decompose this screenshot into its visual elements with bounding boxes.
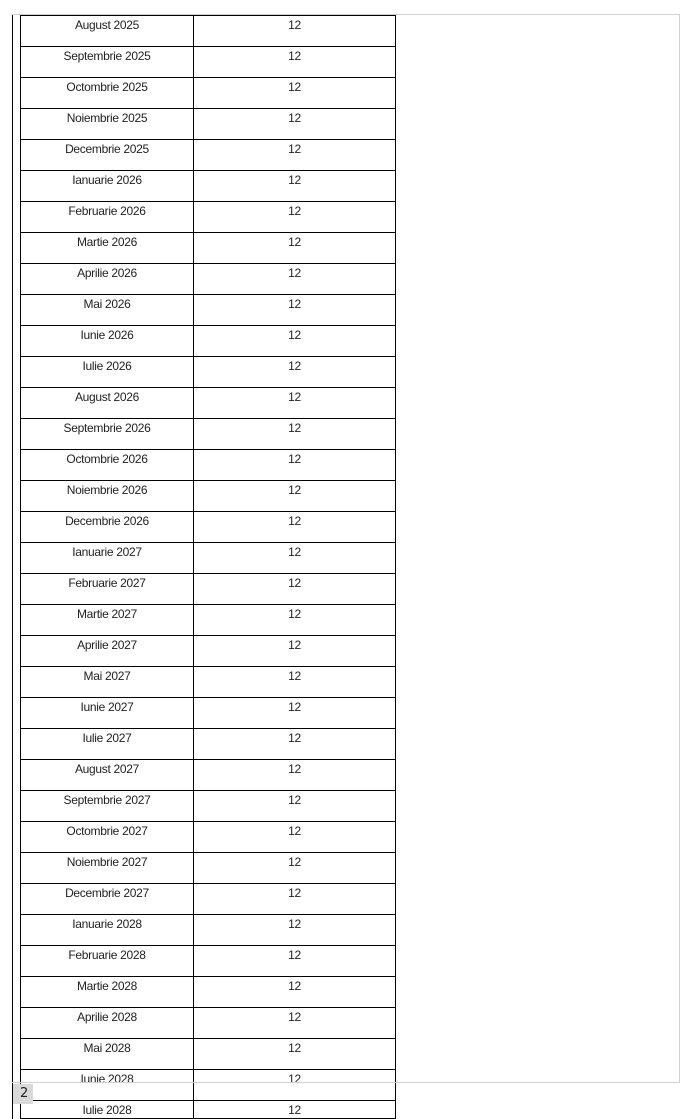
month-cell[interactable]: Ianuarie 2028 [21, 915, 194, 946]
table-row [21, 450, 396, 481]
value-cell[interactable]: 12 [194, 729, 396, 760]
value-cell[interactable]: 12 [194, 636, 396, 667]
table-row [21, 78, 396, 109]
table-row [21, 295, 396, 326]
value-cell[interactable]: 12 [194, 884, 396, 915]
table-row [21, 1070, 396, 1101]
value-cell[interactable]: 12 [194, 946, 396, 977]
month-cell[interactable]: Mai 2028 [21, 1039, 194, 1070]
value-cell[interactable]: 12 [194, 326, 396, 357]
month-cell[interactable]: Iunie 2027 [21, 698, 194, 729]
value-cell[interactable]: 12 [194, 295, 396, 326]
schedule-table [20, 15, 396, 1119]
month-cell[interactable]: Ianuarie 2026 [21, 171, 194, 202]
table-row [21, 791, 396, 822]
table-row [21, 16, 396, 47]
table-row [21, 636, 396, 667]
footer-divider [12, 1082, 680, 1083]
month-cell[interactable]: Noiembrie 2025 [21, 109, 194, 140]
table-row [21, 915, 396, 946]
page-number[interactable]: 2 [13, 1084, 33, 1104]
table-row [21, 388, 396, 419]
month-cell[interactable]: Iulie 2026 [21, 357, 194, 388]
table-row [21, 481, 396, 512]
month-cell[interactable]: August 2027 [21, 760, 194, 791]
value-cell[interactable]: 12 [194, 543, 396, 574]
schedule-table-body [21, 16, 396, 1119]
value-cell[interactable]: 12 [194, 388, 396, 419]
table-row [21, 1039, 396, 1070]
value-cell[interactable]: 12 [194, 853, 396, 884]
value-cell[interactable]: 12 [194, 264, 396, 295]
month-cell[interactable]: Martie 2026 [21, 233, 194, 264]
value-cell[interactable]: 12 [194, 78, 396, 109]
table-container [12, 15, 396, 1119]
table-row [21, 264, 396, 295]
month-cell[interactable]: Noiembrie 2027 [21, 853, 194, 884]
month-cell[interactable]: Iulie 2027 [21, 729, 194, 760]
document-page [12, 14, 680, 1117]
value-cell[interactable]: 12 [194, 1101, 396, 1119]
value-cell[interactable]: 12 [194, 1008, 396, 1039]
table-row [21, 977, 396, 1008]
table-row [21, 853, 396, 884]
month-cell[interactable]: Septembrie 2026 [21, 419, 194, 450]
month-cell[interactable]: Noiembrie 2026 [21, 481, 194, 512]
value-cell[interactable]: 12 [194, 574, 396, 605]
table-row [21, 357, 396, 388]
month-cell[interactable]: Decembrie 2026 [21, 512, 194, 543]
value-cell[interactable]: 12 [194, 698, 396, 729]
month-cell[interactable]: Februarie 2027 [21, 574, 194, 605]
table-row [21, 946, 396, 977]
table-row [21, 171, 396, 202]
month-cell[interactable]: Martie 2027 [21, 605, 194, 636]
table-row [21, 233, 396, 264]
table-row [21, 512, 396, 543]
month-cell[interactable]: Mai 2027 [21, 667, 194, 698]
month-cell[interactable]: Aprilie 2027 [21, 636, 194, 667]
value-cell[interactable]: 12 [194, 109, 396, 140]
month-cell[interactable]: Aprilie 2028 [21, 1008, 194, 1039]
value-cell[interactable]: 12 [194, 1070, 396, 1101]
table-row [21, 47, 396, 78]
table-row [21, 1008, 396, 1039]
value-cell[interactable]: 12 [194, 760, 396, 791]
value-cell[interactable]: 12 [194, 1039, 396, 1070]
value-cell[interactable]: 12 [194, 47, 396, 78]
month-cell[interactable]: Decembrie 2025 [21, 140, 194, 171]
value-cell[interactable]: 12 [194, 419, 396, 450]
value-cell[interactable]: 12 [194, 450, 396, 481]
month-cell[interactable]: Ianuarie 2027 [21, 543, 194, 574]
value-cell[interactable]: 12 [194, 822, 396, 853]
value-cell[interactable]: 12 [194, 171, 396, 202]
month-cell[interactable]: Septembrie 2025 [21, 47, 194, 78]
table-row [21, 109, 396, 140]
table-row [21, 605, 396, 636]
month-cell[interactable]: Octombrie 2025 [21, 78, 194, 109]
month-cell[interactable]: August 2026 [21, 388, 194, 419]
table-row [21, 326, 396, 357]
value-cell[interactable]: 12 [194, 977, 396, 1008]
month-cell[interactable]: Iulie 2028 [21, 1101, 194, 1119]
table-row [21, 140, 396, 171]
table-row [21, 543, 396, 574]
value-cell[interactable]: 12 [194, 915, 396, 946]
table-row [21, 822, 396, 853]
table-row [21, 667, 396, 698]
value-cell[interactable]: 12 [194, 791, 396, 822]
value-cell[interactable]: 12 [194, 140, 396, 171]
month-cell[interactable]: Octombrie 2026 [21, 450, 194, 481]
value-cell[interactable]: 12 [194, 605, 396, 636]
month-cell[interactable]: Septembrie 2027 [21, 791, 194, 822]
month-cell[interactable]: Februarie 2028 [21, 946, 194, 977]
month-cell[interactable]: Mai 2026 [21, 295, 194, 326]
month-cell[interactable]: Decembrie 2027 [21, 884, 194, 915]
value-cell[interactable]: 12 [194, 16, 396, 47]
month-cell[interactable]: Martie 2028 [21, 977, 194, 1008]
table-row [21, 574, 396, 605]
month-cell[interactable]: Februarie 2026 [21, 202, 194, 233]
value-cell[interactable]: 12 [194, 233, 396, 264]
month-cell[interactable]: Octombrie 2027 [21, 822, 194, 853]
table-row [21, 698, 396, 729]
value-cell[interactable]: 12 [194, 357, 396, 388]
table-row [21, 884, 396, 915]
value-cell[interactable]: 12 [194, 512, 396, 543]
table-row [21, 760, 396, 791]
month-cell[interactable]: Aprilie 2026 [21, 264, 194, 295]
value-cell[interactable]: 12 [194, 481, 396, 512]
month-cell[interactable]: August 2025 [21, 16, 194, 47]
value-cell[interactable]: 12 [194, 202, 396, 233]
table-row [21, 729, 396, 760]
table-row [21, 419, 396, 450]
value-cell[interactable]: 12 [194, 667, 396, 698]
month-cell[interactable]: Iunie 2026 [21, 326, 194, 357]
table-row [21, 202, 396, 233]
month-cell[interactable]: Iunie 2028 [21, 1070, 194, 1101]
